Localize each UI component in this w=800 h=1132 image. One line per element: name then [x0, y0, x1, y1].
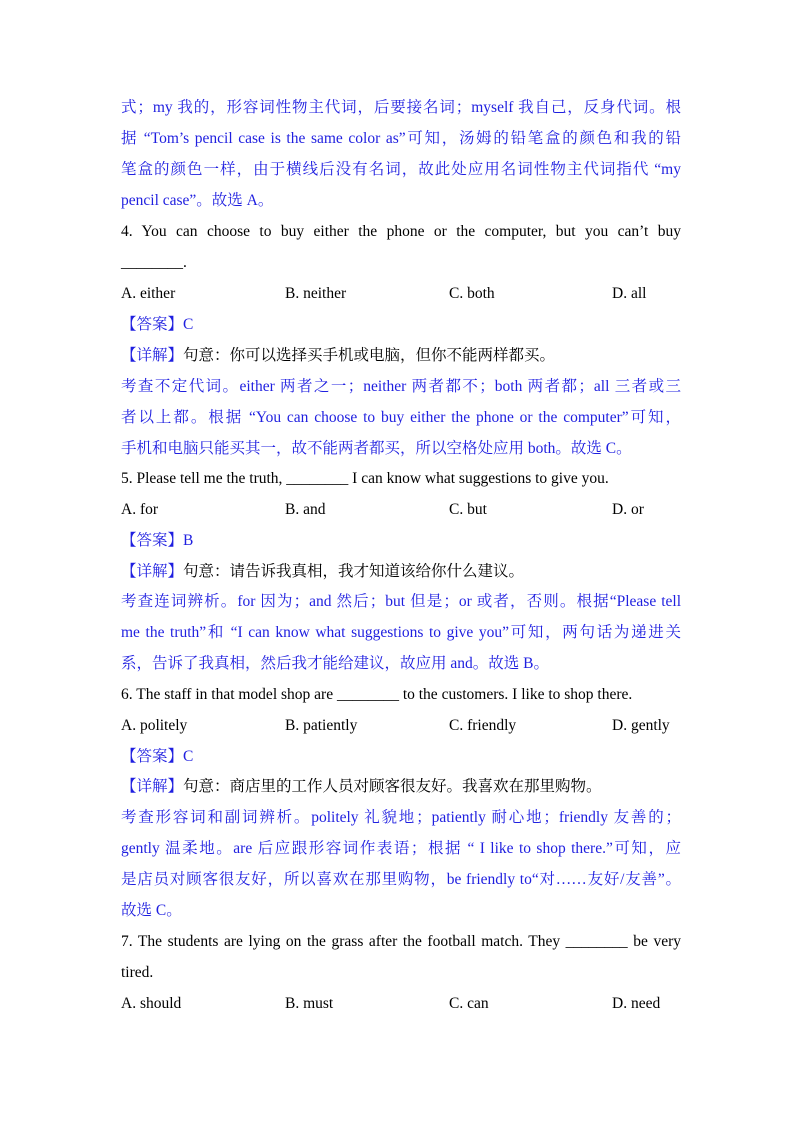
explanation-line: 系，告诉了我真相，然后我才能给建议，故应用 and。故选 B。	[121, 655, 549, 672]
explanation-line: 式；my 我的，形容词性物主代词，后要接名词；myself 我自己，反身代词。根	[121, 99, 681, 116]
question-stem: 5. Please tell me the truth, ________ I can know what suggestions to give you.	[121, 470, 609, 487]
option-c: C. can	[449, 995, 489, 1012]
explanation-line: 据 “Tom’s pencil case is the same color as”可知，汤姆的铅笔盒的颜色和我的铅	[121, 130, 681, 147]
detail-meaning: 句意：你可以选择买手机或电脑，但你不能两样都买。	[183, 347, 556, 364]
detail-meaning: 句意：请告诉我真相，我才知道该给你什么建议。	[183, 563, 525, 580]
question-stem: 6. The staff in that model shop are ________ to the customers. I like to shop there.	[121, 686, 633, 703]
option-a: A. politely	[121, 717, 188, 734]
detail-meaning: 句意：商店里的工作人员对顾客很友好。我喜欢在那里购物。	[183, 778, 602, 795]
option-b: B. and	[285, 501, 326, 518]
option-d: D. need	[612, 995, 661, 1012]
question-stem: 4. You can choose to buy either the phone or the computer, but you can’t buy	[121, 223, 681, 240]
answer-line: 【答案】B	[121, 532, 194, 549]
explanation-line: 考查形容词和副词辨析。politely 礼貌地；patiently 耐心地；friendly 友善的；	[121, 809, 681, 826]
explanation-line: 考查不定代词。either 两者之一；neither 两者都不；both 两者都；all 三者或三	[121, 378, 681, 395]
explanation-line: 考查连词辨析。for 因为；and 然后；but 但是；or 或者，否则。根据“Please tell	[121, 593, 681, 610]
option-d: D. all	[612, 285, 647, 302]
answer-line: 【答案】C	[121, 316, 194, 333]
option-b: B. neither	[285, 285, 347, 302]
explanation-line: 是店员对顾客很友好，所以喜欢在那里购物，be friendly to“对……友好/友善”。	[121, 871, 681, 888]
explanation-line: 笔盒的颜色一样，由于横线后没有名词，故此处应用名词性物主代词指代 “my	[121, 161, 681, 178]
detail-line	[121, 777, 681, 797]
detail-label: 【详解】	[121, 778, 184, 795]
option-b: B. must	[285, 995, 334, 1012]
explanation-line: 者以上都。根据 “You can choose to buy either the phone or the computer”可知，	[121, 409, 681, 426]
explanation-line: me the truth”和 “I can know what suggestions to give you”可知，两句话为递进关	[121, 624, 681, 641]
option-b: B. patiently	[285, 717, 358, 734]
detail-line	[121, 562, 681, 582]
option-a: A. either	[121, 285, 176, 302]
detail-label: 【详解】	[121, 347, 184, 364]
question-stem: tired.	[121, 964, 154, 981]
question-stem: ________.	[121, 254, 187, 271]
detail-label: 【详解】	[121, 563, 184, 580]
option-a: A. should	[121, 995, 182, 1012]
explanation-line: 手机和电脑只能买其一，故不能两者都买，所以空格处应用 both。故选 C。	[121, 440, 632, 457]
question-stem: 7. The students are lying on the grass after the football match. They ________ be very	[121, 933, 681, 950]
option-c: C. but	[449, 501, 487, 518]
detail-line	[121, 346, 681, 366]
answer-line: 【答案】C	[121, 748, 194, 765]
option-c: C. both	[449, 285, 495, 302]
option-a: A. for	[121, 501, 159, 518]
option-d: D. gently	[612, 717, 670, 734]
option-c: C. friendly	[449, 717, 517, 734]
option-d: D. or	[612, 501, 644, 518]
explanation-line: gently 温柔地。are 后应跟形容词作表语；根据 “ I like to shop there.”可知，应	[121, 840, 681, 857]
explanation-line: 故选 C。	[121, 902, 182, 919]
explanation-line: pencil case”。故选 A。	[121, 192, 274, 209]
